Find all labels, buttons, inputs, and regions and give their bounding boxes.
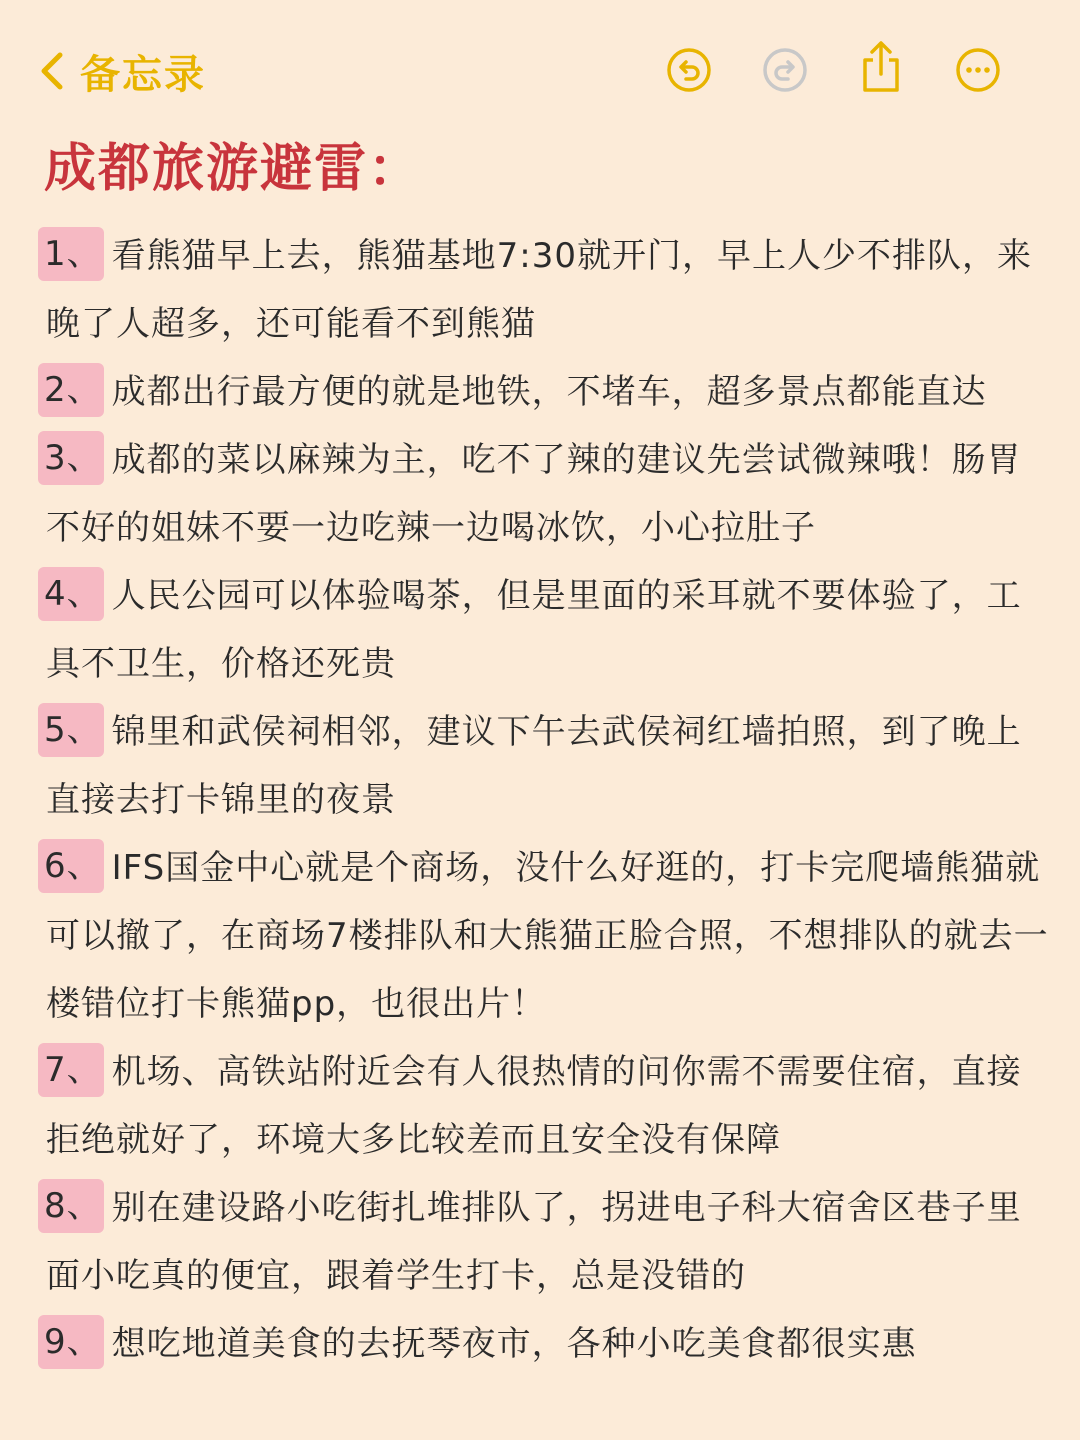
list-item xyxy=(36,1310,1052,1378)
item-number-badge: 5、 xyxy=(38,703,104,757)
list-item xyxy=(36,222,1052,358)
item-text: 成都出行最方便的就是地铁，不堵车，超多景点都能直达 xyxy=(111,372,987,412)
navigation-bar xyxy=(0,0,1080,130)
list-item xyxy=(36,358,1052,426)
back-button[interactable] xyxy=(36,44,206,98)
undo-icon xyxy=(665,46,713,94)
item-text: 锦里和武侯祠相邻，建议下午去武侯祠红墙拍照，到了晚上直接去打卡锦里的夜景 xyxy=(46,712,1022,820)
note-title: 成都旅游避雷： xyxy=(44,139,423,199)
item-number-badge: 2、 xyxy=(38,363,104,417)
item-number-badge: 7、 xyxy=(38,1043,104,1097)
more-icon xyxy=(954,46,1002,94)
list-item xyxy=(36,698,1052,834)
note-body[interactable] xyxy=(36,222,1052,1378)
more-button[interactable] xyxy=(954,46,1002,94)
share-icon xyxy=(857,40,905,94)
item-number-badge: 4、 xyxy=(38,567,104,621)
item-text: 成都的菜以麻辣为主，吃不了辣的建议先尝试微辣哦！肠胃不好的姐妹不要一边吃辣一边喝冰饮，小心拉肚子 xyxy=(46,440,1022,548)
chevron-left-icon xyxy=(36,49,66,93)
item-text: 别在建设路小吃街扎堆排队了，拐进电子科大宿舍区巷子里面小吃真的便宜，跟着学生打卡，总是没错的 xyxy=(46,1188,1022,1296)
item-number-badge: 3、 xyxy=(38,431,104,485)
item-text: 人民公园可以体验喝茶，但是里面的采耳就不要体验了，工具不卫生，价格还死贵 xyxy=(46,576,1022,684)
list-item xyxy=(36,1174,1052,1310)
list-item xyxy=(36,426,1052,562)
redo-button[interactable] xyxy=(761,46,809,94)
redo-icon xyxy=(761,46,809,94)
item-number-badge: 6、 xyxy=(38,839,104,893)
item-text: 机场、高铁站附近会有人很热情的问你需不需要住宿，直接拒绝就好了，环境大多比较差而且安全没有保障 xyxy=(46,1052,1022,1160)
item-number-badge: 8、 xyxy=(38,1179,104,1233)
item-text: 看熊猫早上去，熊猫基地7:30就开门，早上人少不排队，来晚了人超多，还可能看不到熊猫 xyxy=(46,236,1032,344)
item-text: IFS国金中心就是个商场，没什么好逛的，打卡完爬墙熊猫就可以撤了，在商场7楼排队和大熊猫正脸合照，不想排队的就去一楼错位打卡熊猫pp，也很出片！ xyxy=(46,848,1049,1024)
share-button[interactable] xyxy=(857,40,905,94)
item-number-badge: 9、 xyxy=(38,1315,104,1369)
list-item xyxy=(36,834,1052,1038)
back-label: 备忘录 xyxy=(80,51,206,98)
list-item xyxy=(36,562,1052,698)
list-item xyxy=(36,1038,1052,1174)
item-text: 想吃地道美食的去抚琴夜市，各种小吃美食都很实惠 xyxy=(111,1324,917,1364)
item-number-badge: 1、 xyxy=(38,227,104,281)
undo-button[interactable] xyxy=(665,46,713,94)
